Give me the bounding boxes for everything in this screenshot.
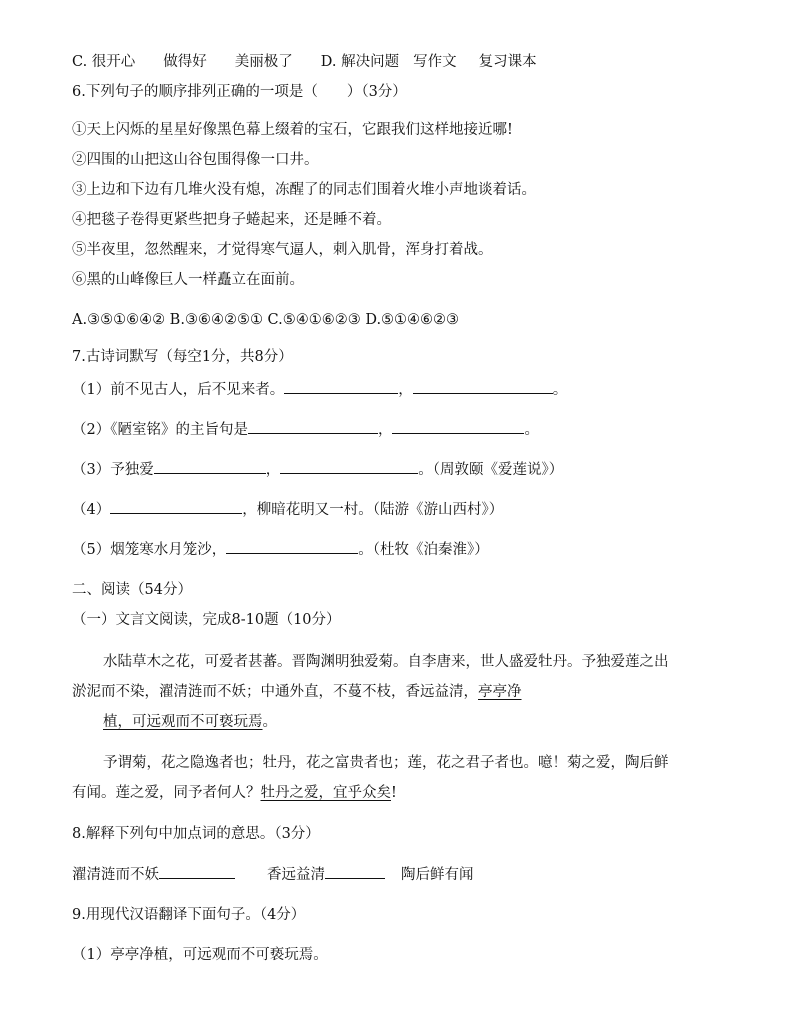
answer-blank[interactable] <box>392 419 524 434</box>
q6-sentence-5: ⑤半夜里，忽然醒来，才觉得寒气逼人，刺入肌骨，浑身打着战。 <box>72 242 493 258</box>
answer-blank[interactable] <box>413 379 553 394</box>
option-d-item3: 复习课本 <box>478 54 537 70</box>
underlined-phrase: 牡丹之爱，宜乎众矣 <box>260 785 391 801</box>
option-d-label: D. 解决问题 <box>320 54 400 70</box>
section-title: 二、阅读（54分） <box>72 582 192 598</box>
answer-blank[interactable] <box>154 459 266 474</box>
q5-options-cd <box>72 52 537 72</box>
passage-p2-line1: 予谓菊，花之隐逸者也；牡丹，花之富贵者也；莲，花之君子者也。噫！菊之爱，陶后鲜 <box>103 755 669 771</box>
q7-item-1: （1）前不见古人，后不见来者。 ， 。 <box>72 379 567 400</box>
section-part-1: （一）文言文阅读，完成8-10题（10分） <box>72 612 341 628</box>
passage-p1-line2: 淤泥而不染，濯清涟而不妖；中通外直，不蔓不枝，香远益清，亭亭净 <box>72 684 522 700</box>
option-c-item2: 做得好 <box>163 54 207 70</box>
option-d-item2: 写作文 <box>413 54 457 70</box>
answer-blank[interactable] <box>226 539 358 554</box>
q7-item-3: （3）予独爱 ， 。（周敦颐《爱莲说》） <box>72 459 563 480</box>
q6-stem: 6.下列句子的顺序排列正确的一项是（ ）（3分） <box>72 84 407 100</box>
answer-blank[interactable] <box>248 419 378 434</box>
q6-sentence-3: ③上边和下边有几堆火没有熄，冻醒了的同志们围着火堆小声地谈着话。 <box>72 182 536 198</box>
q7-item-2: （2）《陋室铭》的主旨句是 ， 。 <box>72 419 539 440</box>
q7-stem: 7.古诗词默写（每空1分，共8分） <box>72 349 293 365</box>
q7-item-4: （4） ，柳暗花明又一村。（陆游《游山西村》） <box>72 499 503 520</box>
answer-blank[interactable] <box>325 864 385 879</box>
q8-stem: 8.解释下列句中加点词的意思。（3分） <box>72 826 320 842</box>
q6-sentence-1: ①天上闪烁的星星好像黑色幕上缀着的宝石，它跟我们这样地接近哪! <box>72 122 513 138</box>
q9-item-1: （1）亭亭净植，可远观而不可亵玩焉。 <box>72 947 328 963</box>
answer-blank[interactable] <box>284 379 398 394</box>
answer-blank[interactable] <box>280 459 418 474</box>
q8-words: 濯清涟而不妖 香远益清 陶后鲜有闻 <box>72 864 474 885</box>
underlined-phrase: 植，可远观而不可亵玩焉 <box>103 714 263 730</box>
q9-stem: 9.用现代汉语翻译下面句子。（4分） <box>72 907 306 923</box>
q6-sentence-2: ②四围的山把这山谷包围得像一口井。 <box>72 152 319 168</box>
option-c-item3: 美丽极了 <box>234 54 293 70</box>
q6-sentence-6: ⑥黑的山峰像巨人一样矗立在面前。 <box>72 272 304 288</box>
q6-sentence-4: ④把毯子卷得更紧些把身子蜷起来，还是睡不着。 <box>72 212 391 228</box>
q6-options: A.③⑤①⑥④② B.③⑥④②⑤① C.⑤④①⑥②③ D.⑤①④⑥②③ <box>72 312 460 328</box>
passage-p2-line2: 有闻。莲之爱，同予者何人？牡丹之爱，宜乎众矣! <box>72 785 397 801</box>
q7-item-5: （5）烟笼寒水月笼沙， 。（杜牧《泊秦淮》） <box>72 539 489 560</box>
option-c-label: C. 很开心 <box>72 54 136 70</box>
underlined-phrase: 亭亭净 <box>478 684 522 700</box>
answer-blank[interactable] <box>159 864 235 879</box>
passage-p1-line1: 水陆草木之花，可爱者甚蕃。晋陶渊明独爱菊。自李唐来，世人盛爱牡丹。予独爱莲之出 <box>103 654 669 670</box>
answer-blank[interactable] <box>110 499 242 514</box>
passage-p1-line3: 植，可远观而不可亵玩焉。 <box>103 714 277 730</box>
